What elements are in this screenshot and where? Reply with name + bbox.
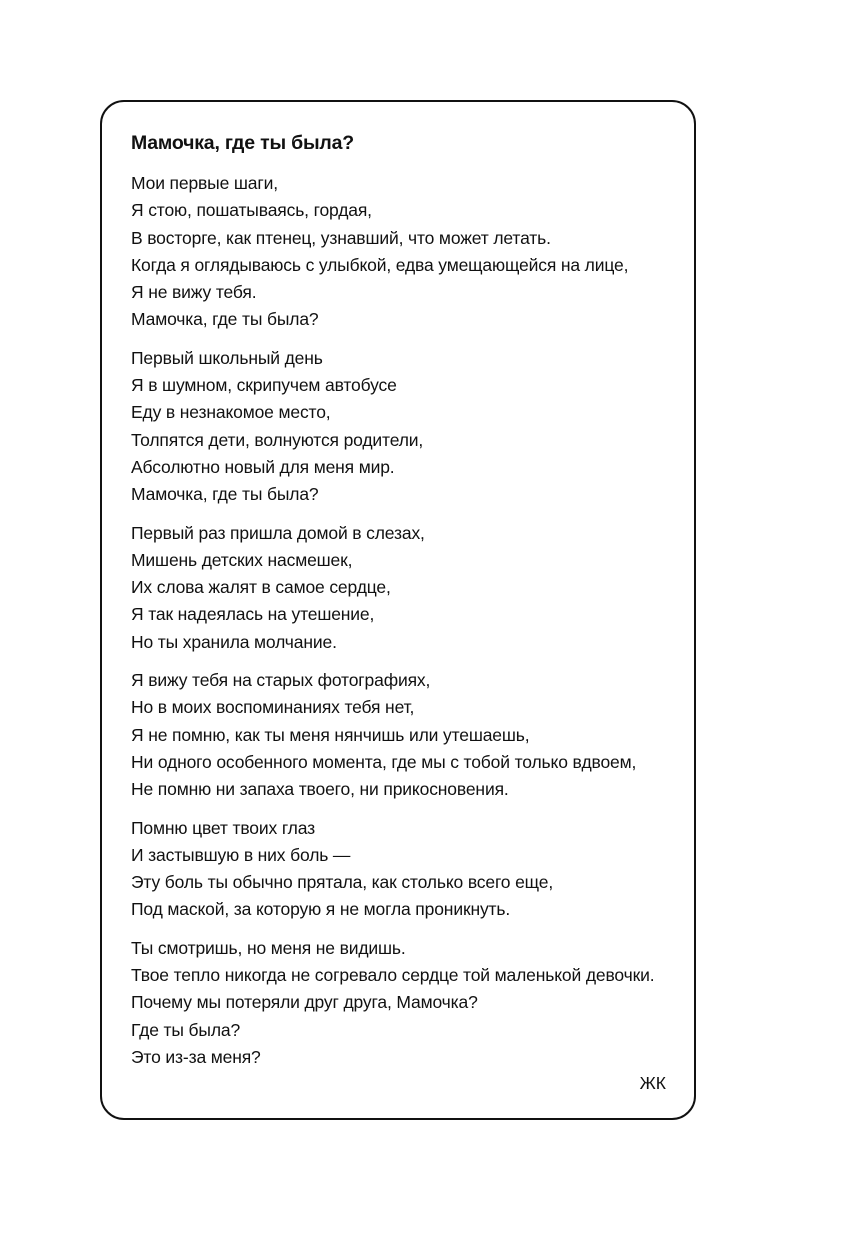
poem-line: Ты смотришь, но меня не видишь. (131, 937, 406, 958)
poem-line: Я стою, пошатываясь, гордая, (131, 200, 372, 221)
poem-line: Первый школьный день (131, 347, 323, 368)
poem-stanza (131, 815, 666, 924)
poem-line: Твое тепло никогда не согревало сердце той маленькой девочки. (131, 965, 655, 986)
poem-line: Но ты хранила молчание. (131, 631, 337, 652)
poem-line: Почему мы потеряли друг друга, Мамочка? (131, 992, 478, 1013)
poem-line: Я не вижу тебя. (131, 282, 257, 303)
poem-line: Я так надеялась на утешение, (131, 604, 375, 625)
poem-line: Мамочка, где ты была? (131, 484, 319, 505)
poem-line: И застывшую в них боль — (131, 844, 351, 865)
poem-line: Под маской, за которую я не могла проникнуть. (131, 899, 511, 920)
poem-line: Я не помню, как ты меня нянчишь или утешаешь, (131, 724, 530, 745)
poem-stanza (131, 170, 666, 334)
poem-line: Мои первые шаги, (131, 173, 278, 193)
poem-line: Их слова жалят в самое сердце, (131, 577, 391, 598)
poem-box (100, 100, 696, 1120)
poem-line: Я вижу тебя на старых фотографиях, (131, 670, 431, 691)
poem-line: Еду в незнакомое место, (131, 402, 331, 423)
poem-body (131, 170, 666, 1071)
poem-line: Мишень детских насмешек, (131, 549, 353, 570)
poem-line: Но в моих воспоминаниях тебя нет, (131, 697, 415, 718)
poem-line: Где ты была? (131, 1019, 241, 1040)
poem-line: Толпятся дети, волнуются родители, (131, 429, 424, 450)
poem-line: Я в шумном, скрипучем автобусе (131, 375, 397, 396)
poem-line: Мамочка, где ты была? (131, 309, 319, 330)
poem-line: Не помню ни запаха твоего, ни прикосновения. (131, 779, 509, 800)
poem-stanza (131, 935, 666, 1071)
poem-title: Мамочка, где ты была? (131, 132, 354, 154)
poem-line: Помню цвет твоих глаз (131, 817, 316, 838)
poem-line: Это из-за меня? (131, 1046, 261, 1067)
poem-stanza (131, 345, 666, 509)
poem-stanza (131, 520, 666, 656)
poem-line: Эту боль ты обычно прятала, как столько всего еще, (131, 872, 554, 893)
poem-stanza (131, 667, 666, 803)
poem-signature: ЖК (639, 1073, 666, 1093)
poem-line: Ни одного особенного момента, где мы с тобой только вдвоем, (131, 751, 637, 772)
poem-line: Когда я оглядываюсь с улыбкой, едва умещающейся на лице, (131, 254, 629, 275)
poem-line: Первый раз пришла домой в слезах, (131, 522, 425, 543)
poem-line: Абсолютно новый для меня мир. (131, 456, 395, 477)
poem-line: В восторге, как птенец, узнавший, что может летать. (131, 227, 551, 248)
